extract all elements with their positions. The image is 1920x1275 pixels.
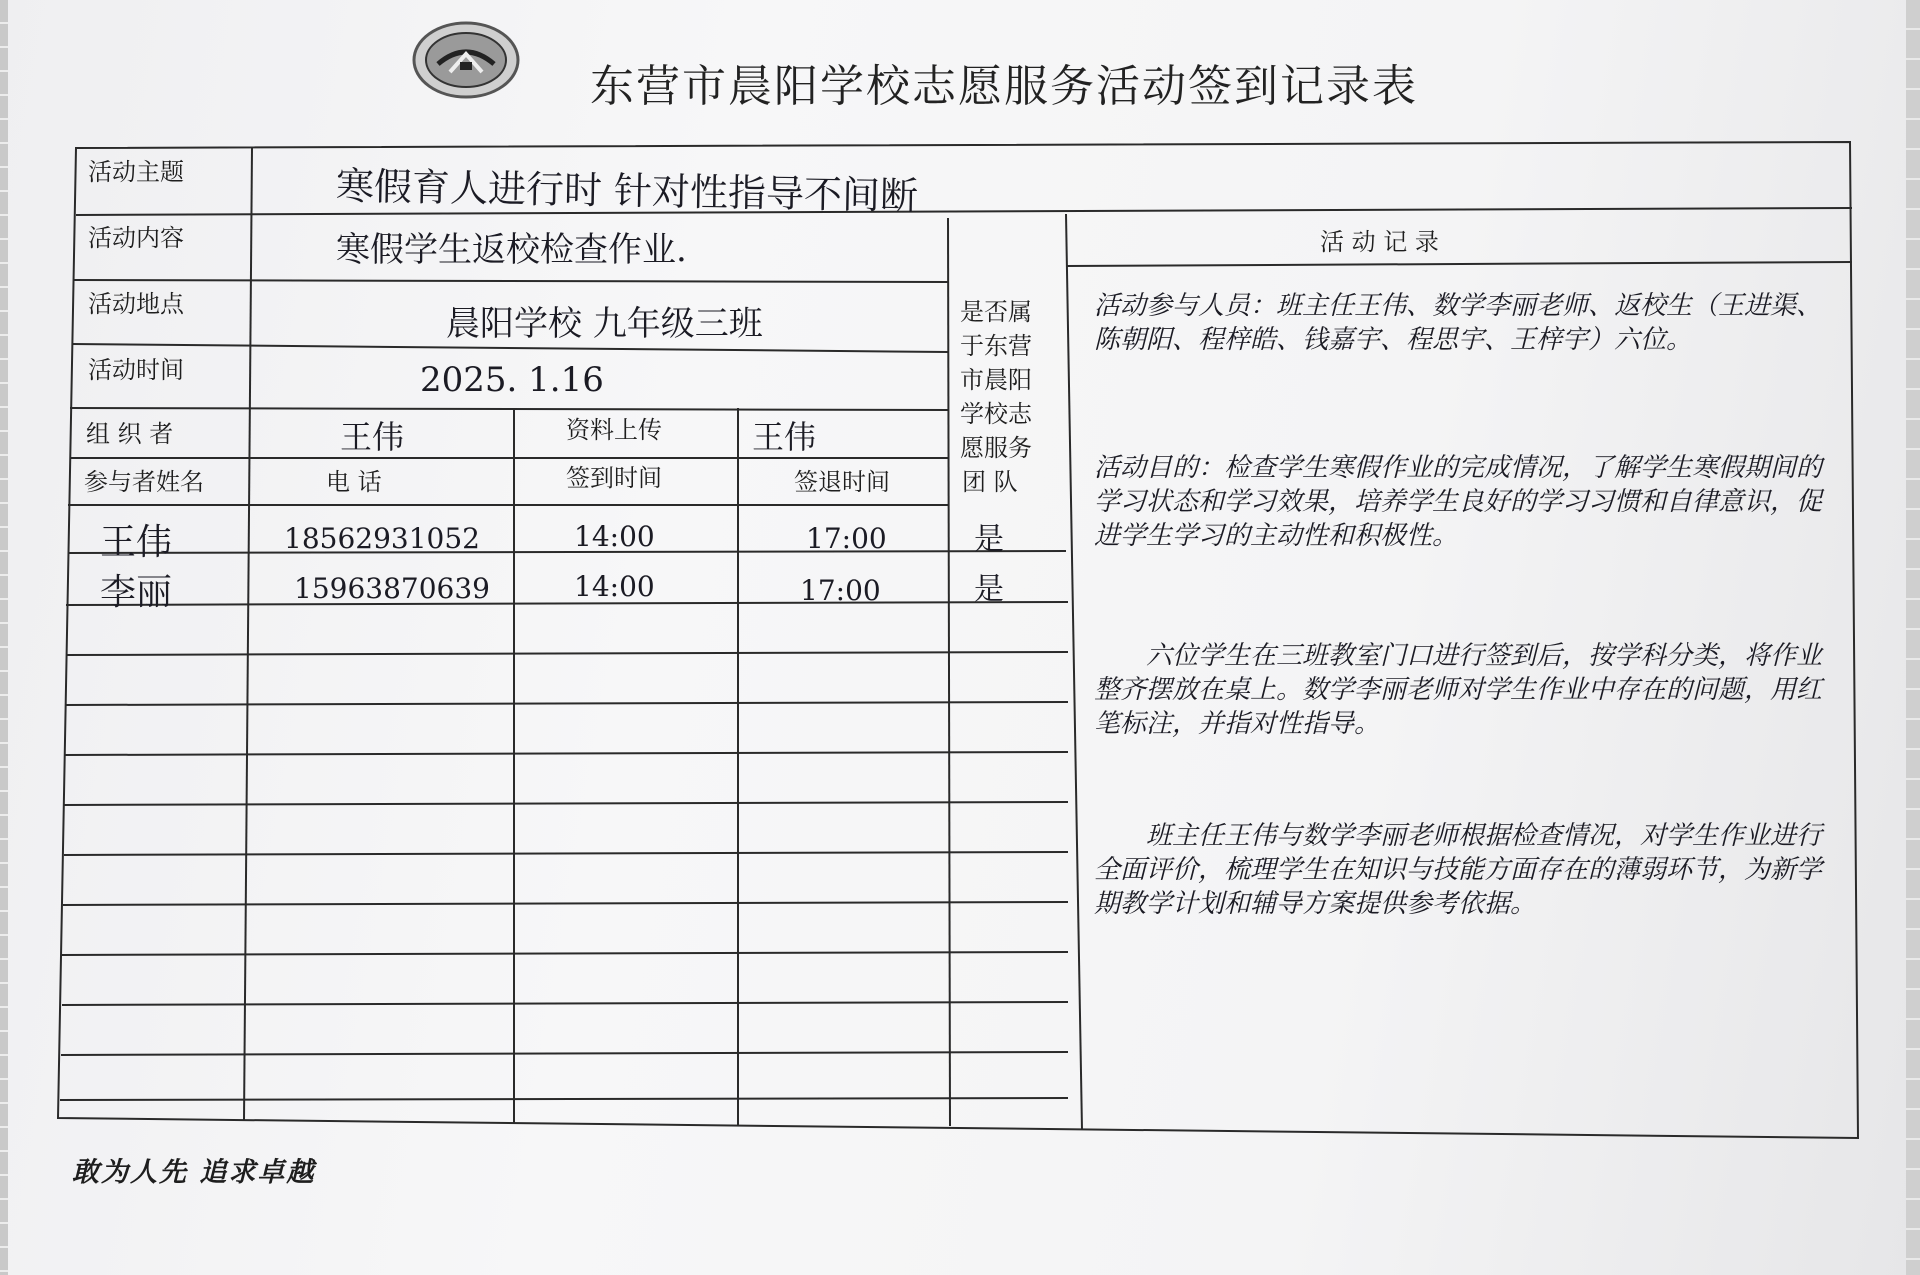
label-location: 活动地点: [88, 290, 184, 318]
participant-signin: 14:00: [574, 520, 655, 553]
participant-name: 李丽: [100, 572, 173, 613]
label-is-team-line5: 愿服务: [960, 434, 1032, 462]
label-organizer: 组 织 者: [86, 420, 174, 448]
label-participant: 参与者姓名: [84, 468, 204, 496]
label-upload: 资料上传: [566, 416, 662, 444]
value-uploader: 王伟: [752, 418, 817, 456]
record-process: 六位学生在三班教室门口进行签到后，按学科分类，将作业整齐摆放在桌上。数学李丽老师对学生作业中存在的问题，用红笔标注，并指对性指导。: [1094, 641, 1823, 739]
value-time: 2025. 1.16: [420, 360, 604, 400]
value-theme: 寒假育人进行时 针对性指导不间断: [335, 163, 919, 219]
label-theme: 活动主题: [88, 158, 184, 186]
label-signin: 签到时间: [566, 464, 662, 492]
label-signout: 签退时间: [794, 468, 890, 496]
label-is-team-line4: 学校志: [960, 400, 1032, 428]
label-record-header: 活 动 记 录: [1320, 228, 1439, 256]
form-title: 东营市晨阳学校志愿服务活动签到记录表: [590, 61, 1418, 112]
label-phone: 电 话: [326, 468, 382, 496]
value-location: 晨阳学校 九年级三班: [446, 304, 763, 344]
participant-name: 王伟: [100, 522, 173, 563]
record-participants: 活动参与人员：班主任王伟、数学李丽老师、返校生（王进渠、陈朝阳、程梓皓、钱嘉宇、程思宇、王梓宇）六位。: [1094, 291, 1823, 355]
value-content: 寒假学生返校检查作业.: [336, 230, 687, 270]
participant-is-team: 是: [974, 522, 1004, 557]
record-summary: 班主任王伟与数学李丽老师根据检查情况，对学生作业进行全面评价，梳理学生在知识与技能方面存在的薄弱环节，为新学期教学计划和辅导方案提供参考依据。: [1094, 821, 1823, 919]
label-time: 活动时间: [88, 356, 184, 384]
participant-phone: 18562931052: [284, 522, 480, 555]
label-content: 活动内容: [88, 224, 184, 252]
label-is-team-line1: 是否属: [960, 298, 1032, 326]
value-organizer: 王伟: [340, 418, 405, 456]
label-is-team-line6: 团 队: [962, 468, 1018, 496]
label-is-team-line2: 于东营: [960, 332, 1032, 360]
participant-is-team: 是: [974, 572, 1004, 607]
label-is-team-line3: 市晨阳: [960, 366, 1032, 394]
record-purpose: 活动目的：检查学生寒假作业的完成情况，了解学生寒假期间的学习状态和学习效果，培养学生良好的学习习惯和自律意识，促进学生学习的主动性和积极性。: [1094, 453, 1823, 551]
participant-signout: 17:00: [800, 574, 881, 607]
participant-phone: 15963870639: [294, 572, 490, 605]
participant-signout: 17:00: [806, 522, 887, 555]
participant-signin: 14:00: [574, 570, 655, 603]
school-motto: 敢为人先 追求卓越: [72, 1157, 316, 1188]
